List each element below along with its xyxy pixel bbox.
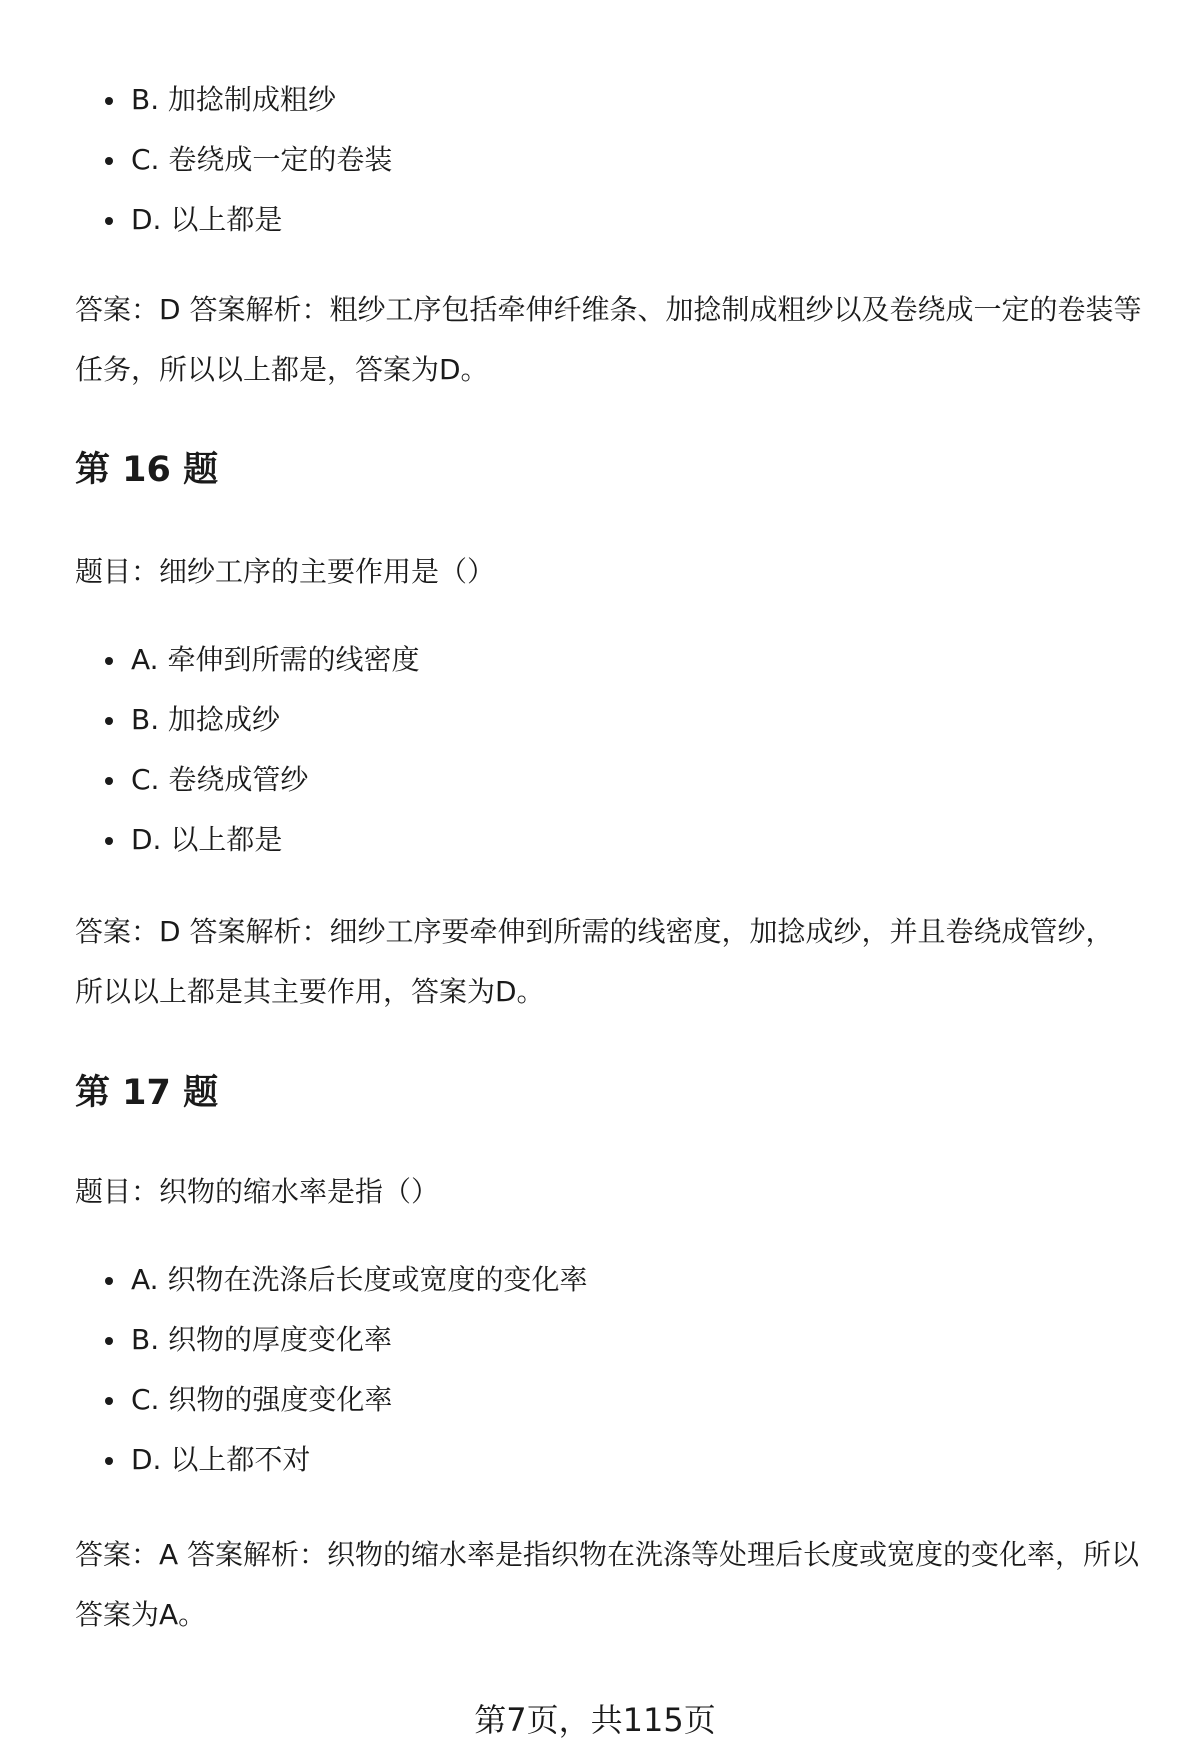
q17-answer: 答案：A 答案解析：织物的缩水率是指织物在洗涤等处理后长度或宽度的变化率，所以答案为A。 bbox=[75, 1538, 1140, 1631]
option-a: A. 牵伸到所需的线密度 bbox=[75, 630, 419, 690]
bullet bbox=[105, 717, 113, 725]
option-c: C. 卷绕成管纱 bbox=[75, 750, 419, 810]
option-c: C. 卷绕成一定的卷装 bbox=[75, 130, 392, 190]
option-a: A. 织物在洗涤后长度或宽度的变化率 bbox=[75, 1250, 587, 1310]
q17-question: 题目：织物的缩水率是指（） bbox=[75, 1175, 440, 1208]
option-c: C. 织物的强度变化率 bbox=[75, 1370, 587, 1430]
bullet bbox=[105, 657, 113, 665]
q17-heading: 第 17 题 bbox=[75, 1073, 219, 1113]
option-b: B. 织物的厚度变化率 bbox=[75, 1310, 587, 1370]
q16-options bbox=[75, 630, 419, 870]
option-d: D. 以上都是 bbox=[75, 810, 419, 870]
bullet bbox=[105, 157, 113, 165]
option-b: B. 加捻成纱 bbox=[75, 690, 419, 750]
option-d: D. 以上都是 bbox=[75, 190, 392, 250]
q16-question: 题目：细纱工序的主要作用是（） bbox=[75, 555, 496, 588]
bullet bbox=[105, 1337, 113, 1345]
bullet bbox=[105, 837, 113, 845]
q16-heading: 第 16 题 bbox=[75, 450, 219, 490]
bullet bbox=[105, 1277, 113, 1285]
option-d: D. 以上都不对 bbox=[75, 1430, 587, 1490]
bullet bbox=[105, 777, 113, 785]
q17-options bbox=[75, 1250, 587, 1490]
bullet bbox=[105, 1457, 113, 1465]
page-number: 第7页，共115页 bbox=[474, 1701, 716, 1739]
q16-answer: 答案：D 答案解析：细纱工序要牵伸到所需的线密度，加捻成纱，并且卷绕成管纱，所以以上都是其主要作用，答案为D。 bbox=[75, 915, 1114, 1008]
bullet bbox=[105, 97, 113, 105]
q15-options bbox=[75, 70, 392, 250]
bullet bbox=[105, 217, 113, 225]
q15-answer: 答案：D 答案解析：粗纱工序包括牵伸纤维条、加捻制成粗纱以及卷绕成一定的卷装等任务，所以以上都是，答案为D。 bbox=[75, 293, 1142, 386]
option-b: B. 加捻制成粗纱 bbox=[75, 70, 392, 130]
bullet bbox=[105, 1397, 113, 1405]
